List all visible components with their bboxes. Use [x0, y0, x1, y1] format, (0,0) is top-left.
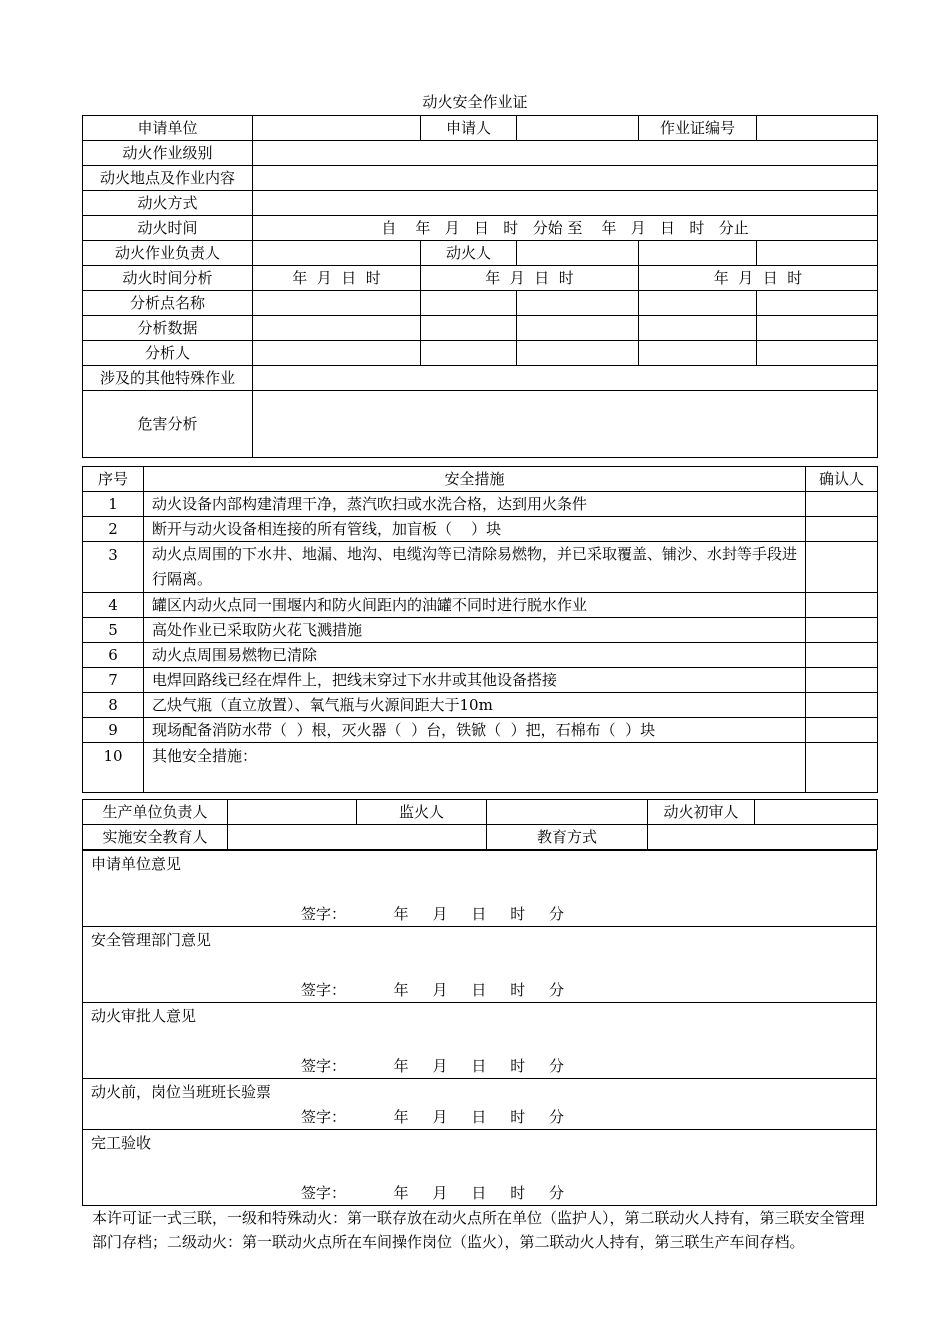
confirm-field[interactable]: [806, 593, 878, 618]
other-special-field[interactable]: [253, 366, 878, 391]
measure-row: [83, 693, 878, 718]
measure-no: 2: [83, 517, 144, 542]
measure-row: [83, 718, 878, 743]
apply-unit-label: 申请单位: [83, 116, 253, 141]
safety-educator-label: 实施安全教育人: [83, 825, 228, 850]
measure-no: 9: [83, 718, 144, 743]
opinion-label: 完工验收: [91, 1134, 152, 1152]
first-reviewer-label: 动火初审人: [648, 800, 755, 825]
confirm-field[interactable]: [806, 517, 878, 542]
analysis-data-field[interactable]: [639, 316, 757, 341]
measure-no: 10: [83, 743, 144, 793]
measure-no: 7: [83, 668, 144, 693]
confirm-field[interactable]: [806, 492, 878, 517]
permit-no-field[interactable]: [757, 116, 878, 141]
analysis-point-field[interactable]: [421, 291, 517, 316]
analysis-time-label: 动火时间分析: [83, 266, 253, 291]
analyst-field[interactable]: [517, 341, 639, 366]
col-no-header: 序号: [83, 467, 144, 492]
analysis-point-field[interactable]: [517, 291, 639, 316]
measure-text: 动火点周围的下水井、地漏、地沟、电缆沟等已清除易燃物，并已采取覆盖、铺沙、水封等手段进行隔离。: [144, 542, 806, 593]
confirm-field[interactable]: [806, 693, 878, 718]
measure-row: [83, 743, 878, 793]
analysis-point-label: 分析点名称: [83, 291, 253, 316]
confirm-field[interactable]: [806, 743, 878, 793]
leader-label: 动火作业负责人: [83, 241, 253, 266]
analysis-point-field[interactable]: [639, 291, 757, 316]
opinion-safety-dept[interactable]: [83, 927, 877, 1003]
opinion-approver[interactable]: [83, 1003, 877, 1079]
measure-no: 6: [83, 643, 144, 668]
opinion-sign-line: 签字： 年 月 日 时 分: [301, 1057, 565, 1075]
analysis-time-2[interactable]: 年 月 日 时: [421, 266, 639, 291]
worker-label: 动火人: [421, 241, 517, 266]
measure-text: 其他安全措施：: [144, 743, 806, 793]
prod-leader-field[interactable]: [228, 800, 357, 825]
fire-watch-label: 监火人: [357, 800, 487, 825]
footer-note: 本许可证一式三联，一级和特殊动火：第一联存放在动火点所在单位（监护人），第二联动火人持有，第三联安全管理部门存档；二级动火：第一联动火点所在车间操作岗位（监火），第二联动火人持有，第三联生产车间存档。: [92, 1209, 865, 1251]
opinion-sign-line: 签字： 年 月 日 时 分: [301, 1108, 565, 1126]
measure-row: [83, 593, 878, 618]
analysis-data-field[interactable]: [757, 316, 878, 341]
analyst-field[interactable]: [757, 341, 878, 366]
opinion-completion[interactable]: [83, 1130, 877, 1206]
measure-text: 动火设备内部构建清理干净，蒸汽吹扫或水洗合格，达到用火条件: [144, 492, 806, 517]
time-label: 动火时间: [83, 216, 253, 241]
other-special-label: 涉及的其他特殊作业: [83, 366, 253, 391]
safety-measures-table: [82, 466, 878, 793]
time-field[interactable]: 自 年 月 日 时 分始 至 年 月 日 时 分止: [253, 216, 878, 241]
measure-no: 1: [83, 492, 144, 517]
confirm-field[interactable]: [806, 668, 878, 693]
permit-header-table: [82, 115, 878, 458]
measure-row: [83, 618, 878, 643]
level-label: 动火作业级别: [83, 141, 253, 166]
applicant-label: 申请人: [421, 116, 517, 141]
measure-text: 断开与动火设备相连接的所有管线，加盲板（ ）块: [144, 517, 806, 542]
opinions-table: [82, 850, 877, 1206]
measure-text: 动火点周围易燃物已清除: [144, 643, 806, 668]
method-field[interactable]: [253, 191, 878, 216]
analyst-field[interactable]: [639, 341, 757, 366]
location-content-field[interactable]: [253, 166, 878, 191]
personnel-table: [82, 799, 878, 850]
first-reviewer-field[interactable]: [755, 800, 878, 825]
opinion-sign-line: 签字： 年 月 日 时 分: [301, 905, 565, 923]
analysis-point-field[interactable]: [253, 291, 421, 316]
analysis-time-1[interactable]: 年 月 日 时: [253, 266, 421, 291]
measure-text: 乙炔气瓶（直立放置）、氧气瓶与火源间距大于10m: [144, 693, 806, 718]
safety-educator-field[interactable]: [228, 825, 487, 850]
method-label: 动火方式: [83, 191, 253, 216]
opinion-label: 动火前，岗位当班班长验票: [91, 1083, 272, 1101]
measure-row: [83, 643, 878, 668]
measure-text: 罐区内动火点同一围堰内和防火间距内的油罐不同时进行脱水作业: [144, 593, 806, 618]
measure-no: 8: [83, 693, 144, 718]
analysis-time-3[interactable]: 年 月 日 时: [639, 266, 878, 291]
analysis-data-label: 分析数据: [83, 316, 253, 341]
confirm-field[interactable]: [806, 718, 878, 743]
opinion-shift-leader[interactable]: [83, 1079, 877, 1130]
opinion-apply-unit[interactable]: [83, 851, 877, 927]
hazard-field[interactable]: [253, 391, 878, 458]
location-content-label: 动火地点及作业内容: [83, 166, 253, 191]
measure-row: [83, 492, 878, 517]
hazard-label: 危害分析: [83, 391, 253, 458]
fire-watch-field[interactable]: [487, 800, 648, 825]
worker-field-2[interactable]: [639, 241, 757, 266]
measure-row: [83, 542, 878, 593]
level-field[interactable]: [253, 141, 878, 166]
analyst-field[interactable]: [421, 341, 517, 366]
edu-method-field[interactable]: [648, 825, 878, 850]
page-title: 动火安全作业证: [422, 93, 528, 111]
confirm-field[interactable]: [806, 542, 878, 593]
opinion-label: 申请单位意见: [91, 855, 182, 873]
worker-field-1[interactable]: [517, 241, 639, 266]
opinion-sign-line: 签字： 年 月 日 时 分: [301, 1184, 565, 1202]
analysis-data-field[interactable]: [421, 316, 517, 341]
analyst-label: 分析人: [83, 341, 253, 366]
analysis-data-field[interactable]: [517, 316, 639, 341]
col-measure-header: 安全措施: [144, 467, 806, 492]
confirm-field[interactable]: [806, 618, 878, 643]
analyst-field[interactable]: [253, 341, 421, 366]
analysis-data-field[interactable]: [253, 316, 421, 341]
measure-text: 高处作业已采取防火花飞溅措施: [144, 618, 806, 643]
opinion-label: 安全管理部门意见: [91, 931, 212, 949]
measure-text: 现场配备消防水带（ ）根，灭火器（ ）台，铁锨（ ）把，石棉布（ ）块: [144, 718, 806, 743]
apply-unit-field[interactable]: [253, 116, 421, 141]
analysis-point-field[interactable]: [757, 291, 878, 316]
measure-row: [83, 517, 878, 542]
measure-no: 5: [83, 618, 144, 643]
confirm-field[interactable]: [806, 643, 878, 668]
opinion-sign-line: 签字： 年 月 日 时 分: [301, 981, 565, 999]
applicant-field[interactable]: [517, 116, 639, 141]
col-confirm-header: 确认人: [806, 467, 878, 492]
measure-no: 4: [83, 593, 144, 618]
measure-text: 电焊回路线已经在焊件上，把线未穿过下水井或其他设备搭接: [144, 668, 806, 693]
opinion-label: 动火审批人意见: [91, 1007, 197, 1025]
measure-no: 3: [83, 542, 144, 593]
worker-field-3[interactable]: [757, 241, 878, 266]
edu-method-label: 教育方式: [487, 825, 648, 850]
prod-leader-label: 生产单位负责人: [83, 800, 228, 825]
measure-row: [83, 668, 878, 693]
leader-field[interactable]: [253, 241, 421, 266]
permit-no-label: 作业证编号: [639, 116, 757, 141]
